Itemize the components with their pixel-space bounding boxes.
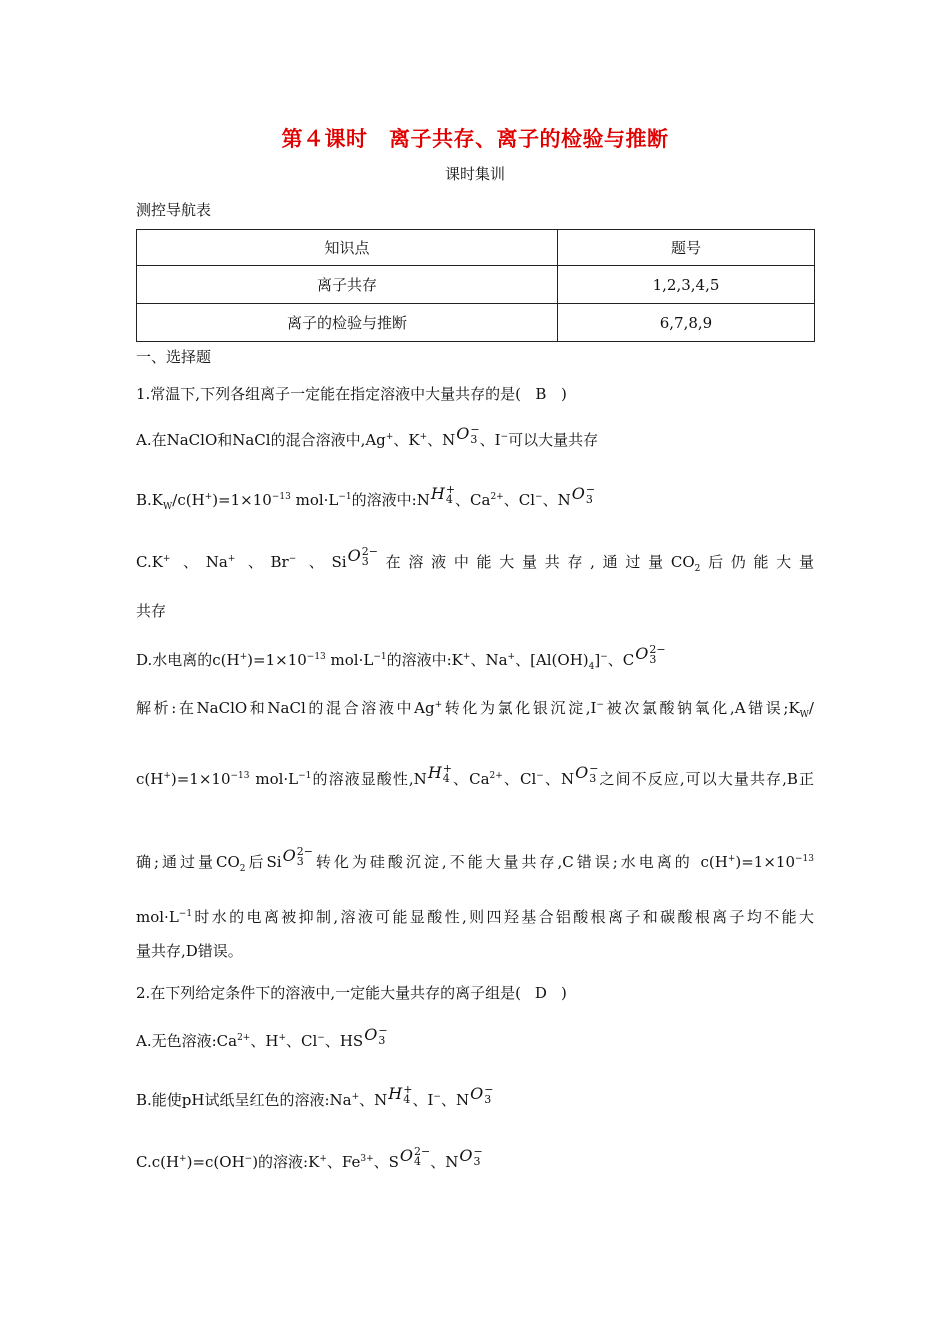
question-2-option-b: B.能使pH试纸呈红色的溶液:Na+、NH+ 4 、I−、NO− 3 — [136, 1082, 494, 1109]
explanation-line-2: $c(H^+)=1\times 10^{-13}$ $mol\cdot L^{-1}$的溶液显酸性,NH+ 4 、$Ca^{2+}$、Cl−、NO− 3 之间不反应,可以大量共存,B正 — [136, 761, 814, 788]
table-cell: 6,7,8,9 — [558, 304, 815, 342]
question-1-option-c-cont: 共存 — [136, 602, 167, 620]
question-2-option-a: A.无色溶液$:Ca^{2+}$、H+、Cl−、HSO− 3 — [136, 1023, 388, 1050]
question-1-option-b: $B.K_W/c(H^+)=1\times 10^{-13}$ $mol\cdot L^{-1}$的溶液中:NH+ 4 、$Ca^{2+}$、Cl−、NO− 3 — [136, 482, 596, 512]
question-2-answer: D — [534, 984, 547, 1002]
question-2-option-c: C.c(H+)=c(OH−)的溶液:K+、$Fe^{3+}$、SO2− 4 、NO− 3 — [136, 1144, 483, 1171]
explanation-line-3: 确;通过量$CO_2$后SiO2− 3 转化为硅酸沉淀,不能大量共存,C错误;水电离的 $c(H^+)=1\times 10^{-13}$ — [136, 844, 814, 874]
question-1-option-c: C.K+ 、Na+ 、Br− 、SiO2− 3 在溶液中能大量共存,通过量$CO_2$后仍能大量 — [136, 544, 814, 574]
table-cell: 离子共存 — [137, 266, 558, 304]
table-header-topic: 知识点 — [137, 230, 558, 266]
explanation-line-1: 解析:在NaClO和NaCl的混合溶液中Ag+转化为氯化银沉淀,I−被次氯酸钠氧化,A错误$;K_W/$ — [136, 699, 814, 720]
table-header-numbers: 题号 — [558, 230, 815, 266]
question-1-answer: B — [535, 385, 547, 403]
question-1-option-a: A.在NaClO和NaCl的混合溶液中,Ag+、K+、NO− 3 、I−可以大量共存 — [136, 422, 599, 449]
navigation-table — [136, 229, 815, 342]
table-row — [137, 266, 815, 304]
question-1-stem: 1.常温下,下列各组离子一定能在指定溶液中大量共存的是( B ) — [136, 385, 567, 403]
table-row — [137, 304, 815, 342]
section-heading: 一、选择题 — [136, 348, 212, 366]
question-1-option-d: D.水电离的$c(H^+)=1\times 10^{-13}$ $mol\cdot L^{-1}$的溶液中:K+、Na+、$[Al(OH)_4]^-$、CO2− 3 — [136, 642, 666, 672]
nav-caption: 测控导航表 — [136, 201, 212, 219]
table-cell: 离子的检验与推断 — [137, 304, 558, 342]
question-2-stem: 2.在下列给定条件下的溶液中,一定能大量共存的离子组是( D ) — [136, 984, 567, 1002]
explanation-line-5: 量共存,D错误。 — [136, 942, 243, 960]
explanation-line-4: $mol\cdot L^{-1}$时水的电离被抑制,溶液可能显酸性,则四羟基合铝酸根离子和碳酸根离子均不能大 — [136, 908, 814, 926]
table-cell: 1,2,3,4,5 — [558, 266, 815, 304]
page-subtitle: 课时集训 — [444, 165, 505, 183]
page-title: 第４课时 离子共存、离子的检验与推断 — [281, 127, 669, 151]
